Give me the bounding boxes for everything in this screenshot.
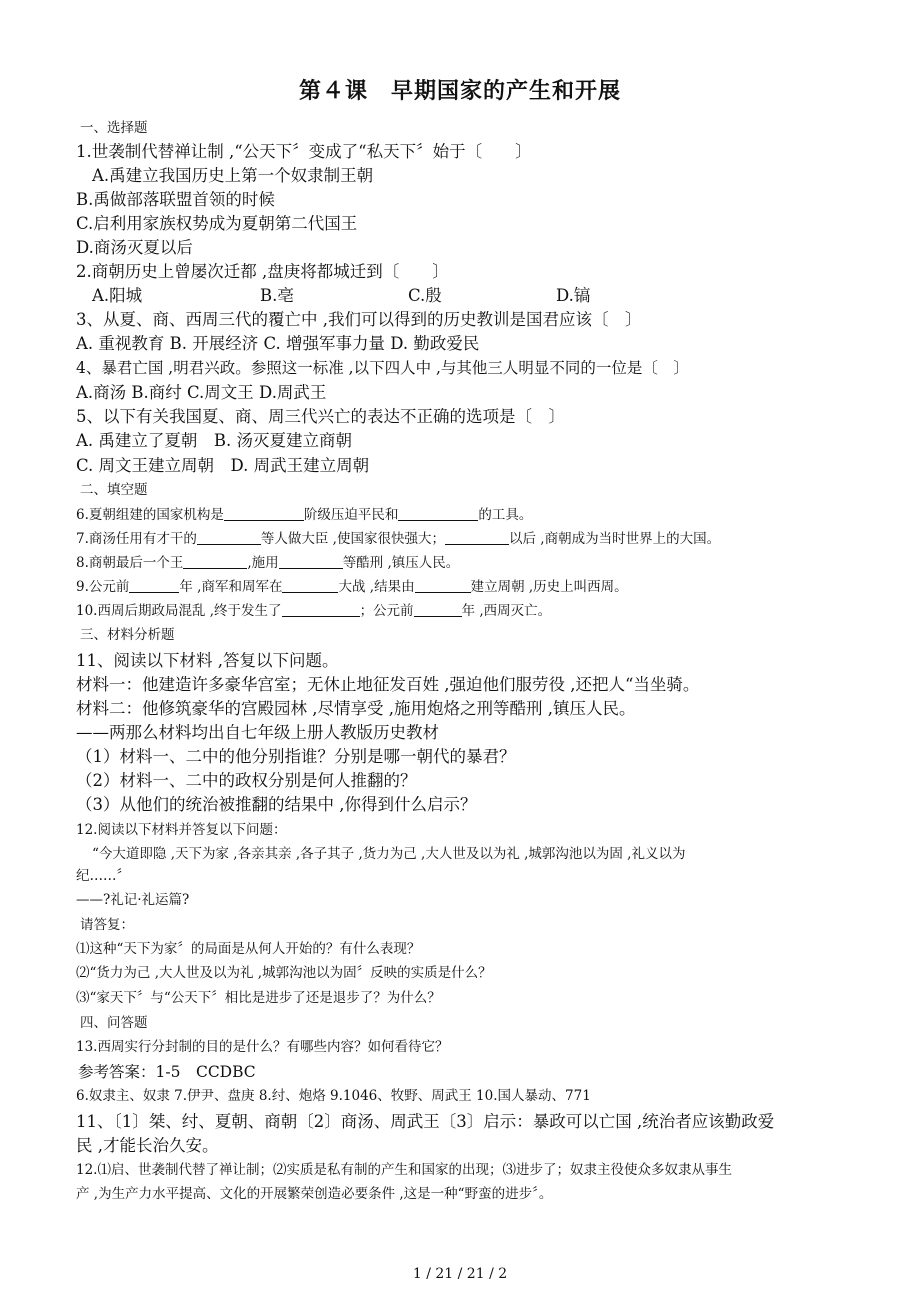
- answer-blank: [279, 554, 343, 569]
- answer-blank: [415, 578, 471, 593]
- answer-blank: [129, 578, 179, 593]
- question-12-quote-line-2: 纪……〞: [76, 868, 130, 884]
- question-7-part-3: 以后 ,商朝成为当时世界上的大国。: [508, 531, 721, 547]
- question-9-part-2: 年 ,商军和周军在: [179, 579, 283, 595]
- question-1-stem: 1.世袭制代替禅让制 ,“公天下〞变成了“私天下〞始于〔 〕: [76, 142, 532, 161]
- section-heading-choice: 一、选择题: [80, 120, 148, 136]
- question-5-options-ab: A. 禹建立了夏朝 B. 汤灭夏建立商朝: [76, 431, 353, 450]
- question-2-option-d: D.镐: [556, 286, 591, 305]
- question-8-part-3: 等酷刑 ,镇压人民。: [342, 555, 460, 571]
- answer-blank: [282, 578, 338, 593]
- question-2-option-a: A.阳城: [92, 286, 143, 305]
- answer-blank: [197, 530, 261, 545]
- question-11-sub-2: （2）材料一、二中的政权分别是何人推翻的？: [76, 771, 417, 790]
- section-heading-material: 三、材料分析题: [80, 627, 175, 643]
- question-11-source: ——两那么材料均出自七年级上册人教版历史教材: [76, 723, 439, 742]
- answer-blank: [445, 530, 509, 545]
- section-heading-fill: 二、填空题: [80, 482, 148, 498]
- question-12-quote-line-1: “今大道即隐 ,天下为家 ,各亲其亲 ,各子其子 ,货力为己 ,大人世及以为礼 ,城郭沟池以为固 ,礼义以为: [92, 846, 686, 862]
- question-10-part-3: 年 ,西周灭亡。: [461, 603, 552, 619]
- question-12-prompt: 请答复：: [80, 917, 134, 933]
- question-6-part-3: 的工具。: [478, 507, 533, 523]
- answer-key-q11-line-2: 民 ,才能长治久安。: [76, 1136, 219, 1155]
- section-heading-essay: 四、问答题: [80, 1015, 148, 1031]
- question-2-stem: 2.商朝历史上曾屡次迁都 ,盘庚将都城迁到〔 〕: [76, 262, 449, 281]
- question-1-option-a: A.禹建立我国历史上第一个奴隶制王朝: [92, 166, 374, 185]
- question-12-stem: 12.阅读以下材料并答复以下问题：: [76, 822, 287, 838]
- question-3-options: A. 重视教育 B. 开展经济 C. 增强军事力量 D. 勤政爱民: [76, 334, 480, 353]
- answer-blank: [282, 602, 360, 617]
- question-11-material-1: 材料一：他建造许多豪华宫室；无休止地征发百姓 ,强迫他们服劳役 ,还把人“当坐骑。: [76, 675, 700, 694]
- question-10-part-1: 10.西周后期政局混乱 ,终于发生了: [76, 603, 282, 619]
- question-11-sub-3: （3）从他们的统治被推翻的结果中 ,你得到什么启示？: [76, 795, 477, 814]
- question-12-sub-2: ⑵“货力为己 ,大人世及以为礼 ,城郭沟池以为固〞反映的实质是什么？: [76, 965, 492, 981]
- answer-key-q12-line-2: 产 ,为生产力水平提高、文化的开展繁荣创造必要条件 ,这是一种“野蛮的进步〞。: [76, 1186, 553, 1202]
- question-6-part-2: 阶级压迫平民和: [303, 507, 399, 523]
- question-11-sub-1: （1）材料一、二中的他分别指谁？分别是哪一朝代的暴君？: [76, 747, 516, 766]
- question-12-source: ——?礼记·礼运篇?: [76, 892, 190, 908]
- answer-key-q11-line-1: 11、〔1〕桀、纣、夏朝、商朝〔2〕商汤、周武王〔3〕启示：暴政可以亡国 ,统治者应该勤政爱: [76, 1112, 775, 1131]
- question-5-stem: 5、以下有关我国夏、商、周三代兴亡的表达不正确的选项是〔 〕: [76, 407, 565, 426]
- question-9-part-4: 建立周朝 ,历史上叫西周。: [470, 579, 628, 595]
- question-9-part-1: 9.公元前: [76, 579, 130, 595]
- question-11-material-2: 材料二：他修筑豪华的宫殿园林 ,尽情享受 ,施用炮烙之刑等酷刑 ,镇压人民。: [76, 699, 636, 718]
- answer-key-heading: 参考答案：1-5 CCDBC: [78, 1063, 256, 1081]
- question-9: [76, 578, 628, 595]
- question-8: [76, 554, 459, 571]
- answer-blank: [183, 554, 247, 569]
- question-1-option-b: B.禹做部落联盟首领的时候: [76, 190, 275, 209]
- question-6: [76, 506, 532, 523]
- question-7-part-2: 等人做大臣 ,使国家很快强大；: [260, 531, 445, 547]
- question-2-option-b: B.亳: [260, 286, 294, 305]
- answer-key-q12-line-1: 12.⑴启、世袭制代替了禅让制；⑵实质是私有制的产生和国家的出现；⑶进步了；奴隶主役使众多奴隶从事生: [76, 1162, 732, 1178]
- question-7: [76, 530, 720, 547]
- question-7-part-1: 7.商汤任用有才干的: [76, 531, 197, 547]
- question-4-options: A.商汤 B.商纣 C.周文王 D.周武王: [76, 383, 327, 402]
- question-6-part-1: 6.夏朝组建的国家机构是: [76, 507, 224, 523]
- question-2-option-c: C.殷: [408, 286, 442, 305]
- question-12-sub-1: ⑴这种“天下为家〞的局面是从何人开始的？有什么表现？: [76, 941, 421, 957]
- answer-blank: [414, 602, 462, 617]
- question-5-options-cd: C. 周文王建立周朝 D. 周武王建立周朝: [76, 456, 370, 475]
- question-8-part-1: 8.商朝最后一个王: [76, 555, 184, 571]
- question-1-option-c: C.启利用家族权势成为夏朝第二代国王: [76, 214, 358, 233]
- question-4-stem: 4、暴君亡国 ,明君兴政。参照这一标准 ,以下四人中 ,与其他三人明显不同的一位是〔 〕: [76, 359, 689, 377]
- question-8-part-2: ,施用: [247, 555, 279, 571]
- question-12-sub-3: ⑶“家天下〞与“公天下〞相比是进步了还是退步了？为什么？: [76, 990, 441, 1006]
- page-number: 1 / 21 / 21 / 2: [412, 1266, 508, 1282]
- answer-blank: [398, 506, 478, 521]
- question-13: 13.西周实行分封制的目的是什么？有哪些内容？如何看待它？: [76, 1039, 449, 1055]
- question-9-part-3: 大战 ,结果由: [338, 579, 415, 595]
- answer-blank: [224, 506, 304, 521]
- lesson-title: 第４课 早期国家的产生和开展: [298, 79, 621, 104]
- question-3-stem: 3、从夏、商、西周三代的覆亡中 ,我们可以得到的历史教训是国君应该〔 〕: [76, 310, 642, 329]
- answer-key-fill: 6.奴隶主、奴隶 7.伊尹、盘庚 8.纣、炮烙 9.1046、牧野、周武王 10.国人暴动、771: [76, 1088, 591, 1104]
- question-10: [76, 602, 551, 619]
- question-11-stem: 11、阅读以下材料 ,答复以下问题。: [76, 651, 339, 670]
- question-10-part-2: ；公元前: [359, 603, 414, 619]
- question-1-option-d: D.商汤灭夏以后: [76, 238, 193, 257]
